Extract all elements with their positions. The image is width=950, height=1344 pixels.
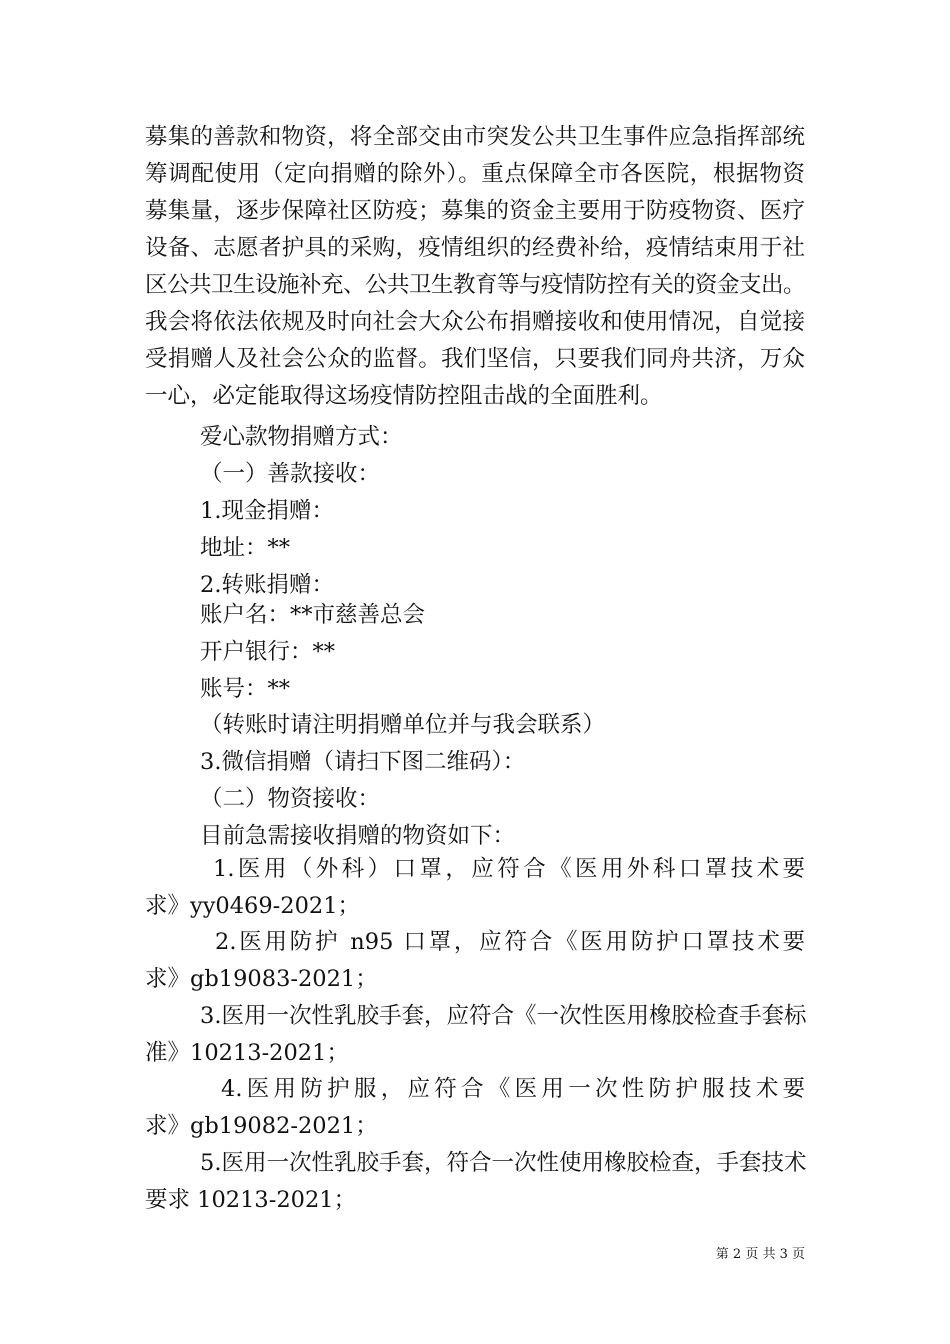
material-item-line: 2.医用防护 n95 口罩，应符合《医用防护口罩技术要 [215,929,805,955]
section-materials-title: （二）物资接收： [200,786,381,812]
paragraph-line: 一心，必定能取得这场疫情防控阻击战的全面胜利。 [145,383,663,409]
account-number: 账号：** [200,676,291,702]
paragraph-line: 设备、志愿者护具的采购，疫情组织的经费补给，疫情结束用于社 [145,235,805,261]
cash-address: 地址：** [200,535,291,561]
material-item-line: 4.医用防护服，应符合《医用一次性防护服技术要 [221,1076,805,1102]
material-item-line: 3.医用一次性乳胶手套，应符合《一次性医用橡胶检查手套标 [200,1003,807,1029]
donation-heading: 爱心款物捐赠方式： [200,424,403,450]
material-item-line: 5.医用一次性乳胶手套，符合一次性使用橡胶检查，手套技术 [200,1150,807,1176]
material-item-line: 求》gb19083-2021； [145,966,378,992]
page-number: 第 2 页 共 3 页 [715,1247,805,1262]
material-item-line: 求》yy0469-2021； [145,893,361,919]
transfer-note: （转账时请注明捐赠单位并与我会联系） [200,712,606,738]
material-item-line: 求》gb19082-2021； [145,1113,378,1139]
materials-intro: 目前急需接收捐赠的物资如下： [200,823,516,849]
bank-name: 开户银行：** [200,639,336,665]
material-item-line: 1.医用（外科）口罩，应符合《医用外科口罩技术要 [213,856,805,882]
transfer-donation-title: 2.转账捐赠： [200,572,334,598]
cash-donation-title: 1.现金捐赠： [200,498,334,524]
paragraph-line: 募集量，逐步保障社区防疫；募集的资金主要用于防疫物资、医疗 [145,198,805,224]
paragraph-line: 区公共卫生设施补充、公共卫生教育等与疫情防控有关的资金支出。 [145,272,806,298]
paragraph-line: 我会将依法依规及时向社会大众公布捐赠接收和使用情况，自觉接 [145,309,805,335]
paragraph-line: 受捐赠人及社会公众的监督。我们坚信，只要我们同舟共济，万众 [145,346,805,372]
wechat-donation: 3.微信捐赠（请扫下图二维码）： [200,749,526,775]
section-cash-title: （一）善款接收： [200,461,381,487]
account-name: 账户名：**市慈善总会 [200,602,426,628]
paragraph-line: 募集的善款和物资，将全部交由市突发公共卫生事件应急指挥部统 [145,124,805,150]
paragraph-line: 筹调配使用（定向捐赠的除外）。重点保障全市各医院，根据物资 [145,161,805,187]
material-item-line: 要求 10213-2021； [145,1187,357,1213]
material-item-line: 准》10213-2021； [145,1040,349,1066]
